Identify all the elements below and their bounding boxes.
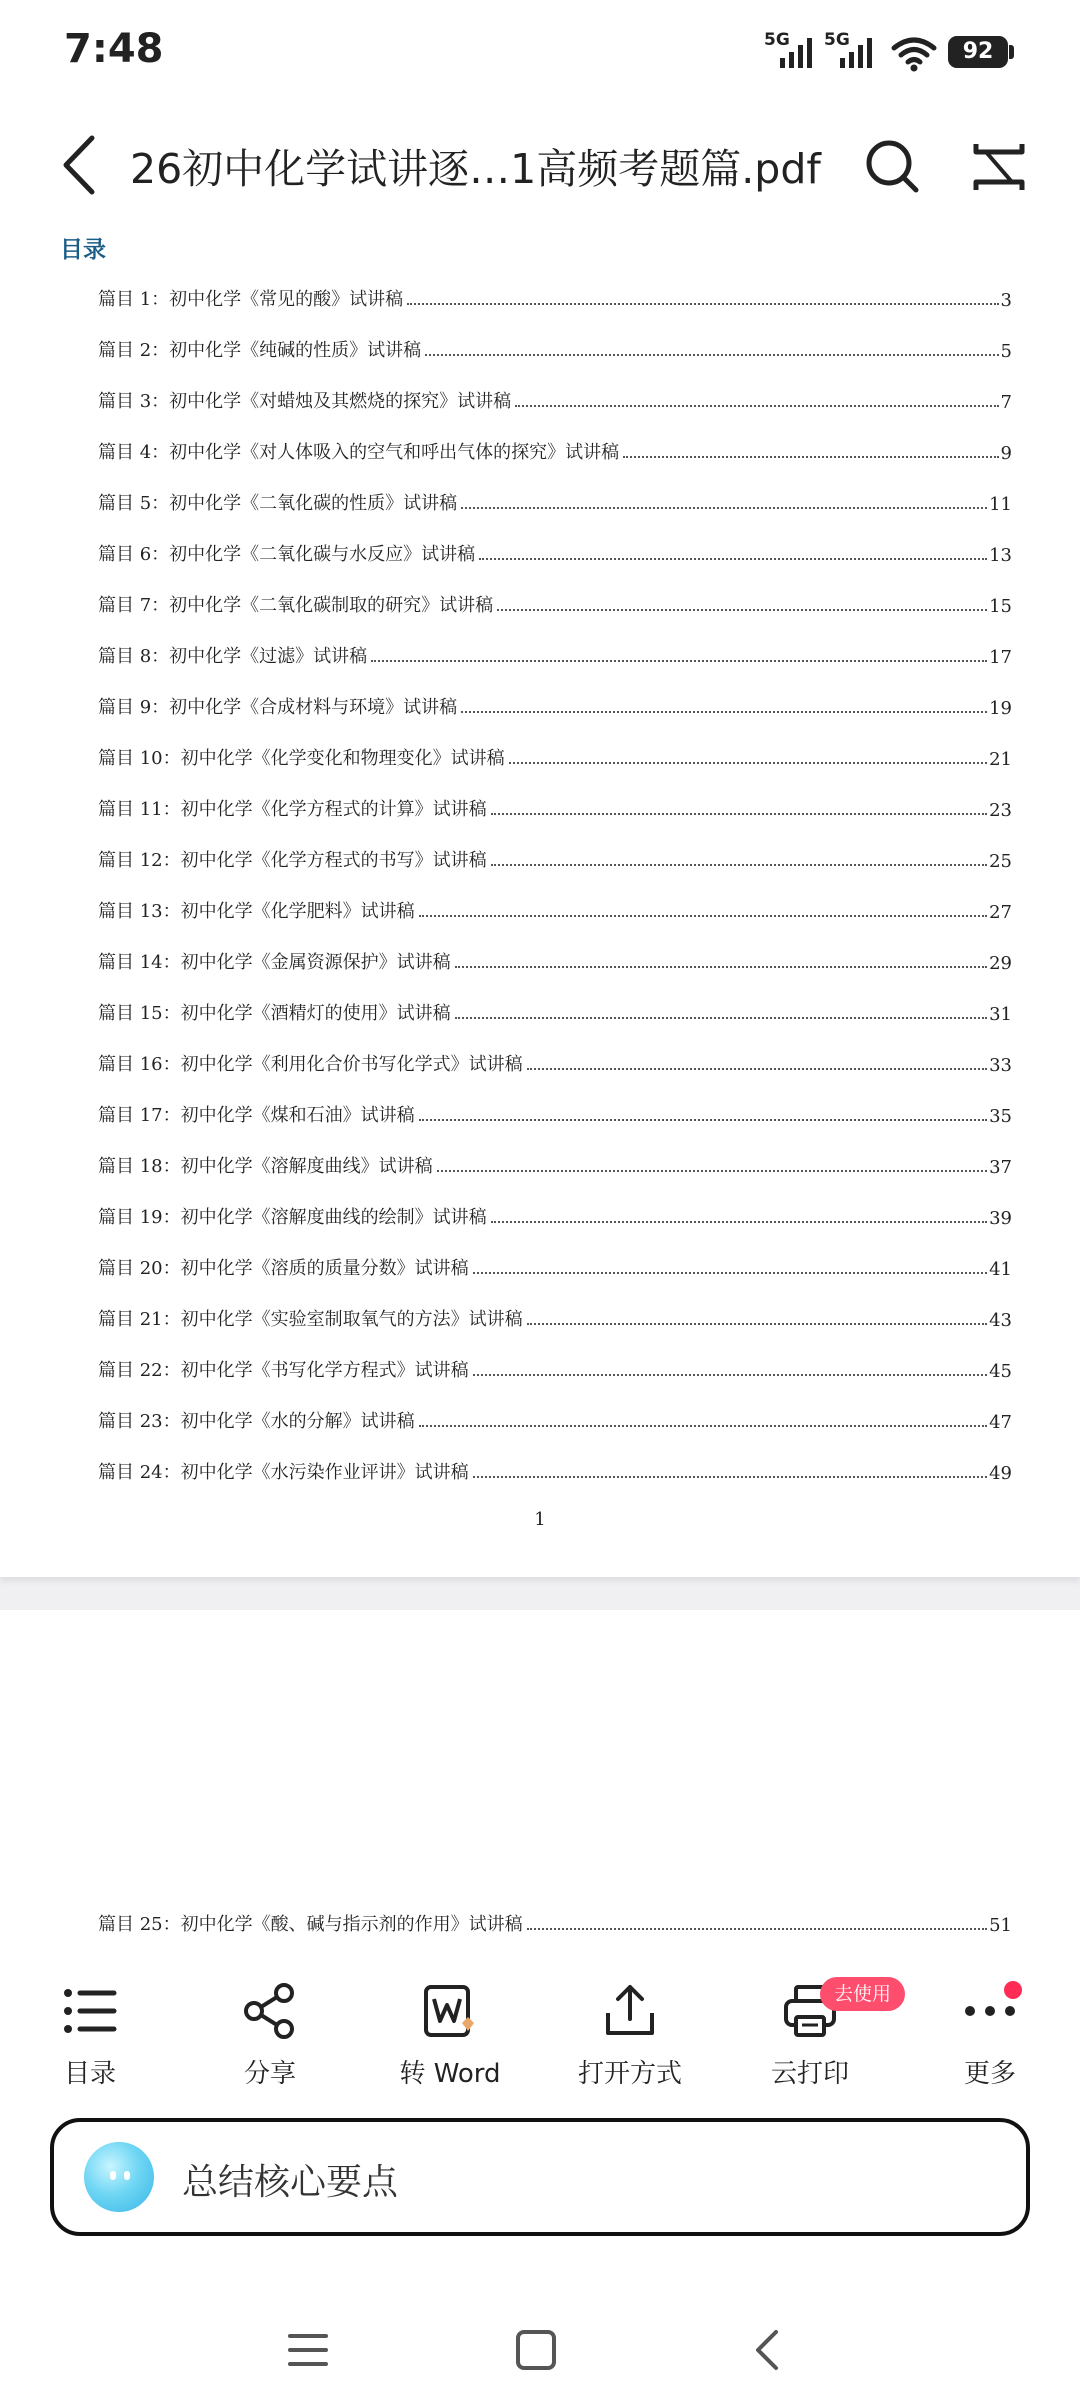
signal-icon (764, 30, 816, 70)
toc-leader-dots (509, 762, 987, 764)
toc-entry-page: 21 (989, 749, 1012, 770)
toc-leader-dots (419, 915, 987, 917)
toc-leader-dots (527, 1323, 987, 1325)
toc-leader-dots (407, 303, 998, 305)
toc-leader-dots (491, 1221, 987, 1223)
toc-entry-title: 篇目 18：初中化学《溶解度曲线》试讲稿 (98, 1156, 433, 1177)
toc-entry-title: 篇目 8：初中化学《过滤》试讲稿 (98, 646, 368, 667)
toc-entry-page: 19 (989, 698, 1012, 719)
cloud-print-label: 云打印 (770, 2059, 849, 2089)
toc-leader-dots (455, 1017, 987, 1019)
toc-leader-dots (473, 1476, 987, 1478)
toc-entry-page: 31 (989, 1004, 1012, 1025)
share-icon (240, 1981, 300, 2041)
toc-entry[interactable] (98, 1246, 1012, 1280)
toc-entry-page: 27 (989, 902, 1012, 923)
back-icon[interactable] (52, 130, 112, 200)
pdf-viewer[interactable] (0, 225, 1080, 1965)
menu-icon[interactable] (278, 2320, 338, 2380)
toc-entry[interactable] (98, 634, 1012, 668)
toc-entry-title: 篇目 4：初中化学《对人体吸入的空气和呼出气体的探究》试讲稿 (98, 442, 620, 463)
toc-entry-title: 篇目 7：初中化学《二氧化碳制取的研究》试讲稿 (98, 595, 494, 616)
signal-label: 5G (824, 30, 850, 50)
toc-entry[interactable] (98, 685, 1012, 719)
toc-leader-dots (497, 609, 987, 611)
print-promo-badge[interactable]: 去使用 (820, 1977, 905, 2011)
toc-leader-dots (473, 1374, 987, 1376)
toc-leader-dots (461, 507, 987, 509)
toc-label: 目录 (63, 2059, 116, 2089)
toc-entry-title: 篇目 2：初中化学《纯碱的性质》试讲稿 (98, 340, 422, 361)
battery-icon: 92 (948, 36, 1008, 68)
list-icon (60, 1981, 120, 2041)
toc-entry-title: 篇目 25：初中化学《酸、碱与指示剂的作用》试讲稿 (98, 1914, 523, 1935)
toc-entry-title: 篇目 13：初中化学《化学肥料》试讲稿 (98, 901, 415, 922)
pdf-page-1 (0, 225, 1080, 1577)
toc-entry-page: 33 (989, 1055, 1012, 1076)
open-with-label: 打开方式 (577, 2059, 682, 2089)
toc-entry-title: 篇目 21：初中化学《实验室制取氧气的方法》试讲稿 (98, 1309, 523, 1330)
convert-word-label: 转 Word (399, 2059, 501, 2089)
toc-entry-page: 9 (1000, 443, 1012, 464)
toc-heading: 目录 (60, 236, 106, 263)
toc-entry-page: 5 (1000, 341, 1012, 362)
toc-leader-dots (479, 558, 987, 560)
toc-entry-title: 篇目 22：初中化学《书写化学方程式》试讲稿 (98, 1360, 469, 1381)
toc-leader-dots (515, 405, 998, 407)
toc-entry-title: 篇目 16：初中化学《利用化合价书写化学式》试讲稿 (98, 1054, 523, 1075)
open-with-icon (600, 1981, 660, 2041)
notification-dot (1004, 1981, 1022, 1999)
toc-entry-page: 47 (989, 1412, 1012, 1433)
toc-entry[interactable] (98, 1953, 1012, 1965)
pdf-page-2 (0, 1610, 1080, 1965)
toc-leader-dots (527, 1928, 987, 1930)
battery-tip (1009, 45, 1014, 59)
toc-entry-title: 篇目 19：初中化学《溶解度曲线的绘制》试讲稿 (98, 1207, 487, 1228)
toc-entry-page: 51 (989, 1915, 1012, 1936)
toc-entry[interactable] (98, 1450, 1012, 1484)
word-convert-icon (420, 1981, 480, 2041)
toc-entry[interactable] (98, 1144, 1012, 1178)
toc-entry[interactable] (98, 991, 1012, 1025)
toc-entry[interactable] (98, 787, 1012, 821)
toc-entry[interactable] (98, 379, 1012, 413)
share-label: 分享 (243, 2059, 296, 2089)
toc-entry-title: 篇目 3：初中化学《对蜡烛及其燃烧的探究》试讲稿 (98, 391, 512, 412)
toc-entry[interactable] (98, 889, 1012, 923)
toc-leader-dots (473, 1272, 987, 1274)
ai-summary-text: 总结核心要点 (182, 2162, 399, 2203)
toc-leader-dots (527, 1068, 987, 1070)
toc-entry[interactable] (98, 481, 1012, 515)
toc-leader-dots (461, 711, 987, 713)
toc-entry-page: 25 (989, 851, 1012, 872)
toc-entry-page: 23 (989, 800, 1012, 821)
expand-icon[interactable] (972, 140, 1026, 194)
toc-entry[interactable] (98, 583, 1012, 617)
toc-entry-page: 17 (989, 647, 1012, 668)
open-with-button[interactable] (560, 1965, 700, 2105)
ai-assistant-icon (84, 2142, 154, 2212)
signal-label: 5G (764, 30, 790, 50)
document-title: 26初中化学试讲逐…1高频考题篇.pdf (130, 145, 821, 193)
toc-entry-page: 45 (989, 1361, 1012, 1382)
wifi-icon (890, 36, 938, 72)
bottom-toolbar (0, 1965, 1080, 2105)
toc-entry[interactable] (98, 430, 1012, 464)
toc-entry[interactable] (98, 1297, 1012, 1331)
back-icon[interactable] (738, 2320, 798, 2380)
toc-entry[interactable] (98, 328, 1012, 362)
toc-entry[interactable] (98, 1042, 1012, 1076)
toc-leader-dots (419, 1425, 987, 1427)
toc-leader-dots (491, 813, 987, 815)
toc-entry-title: 篇目 20：初中化学《溶质的质量分数》试讲稿 (98, 1258, 469, 1279)
more-button[interactable] (920, 1965, 1060, 2105)
toc-entry[interactable] (98, 277, 1012, 311)
toc-entry[interactable] (98, 838, 1012, 872)
toc-leader-dots (371, 660, 987, 662)
toc-button[interactable] (20, 1965, 160, 2105)
toc-entry-page: 37 (989, 1157, 1012, 1178)
toc-entry-page: 15 (989, 596, 1012, 617)
toc-entry[interactable] (98, 736, 1012, 770)
toc-entry-page: 7 (1000, 392, 1012, 413)
system-navbar (0, 2290, 1080, 2401)
toc-entry[interactable] (98, 1399, 1012, 1433)
toc-entry-title: 篇目 1：初中化学《常见的酸》试讲稿 (98, 289, 404, 310)
toc-entry-page: 41 (989, 1259, 1012, 1280)
more-label: 更多 (963, 2059, 1016, 2089)
toc-leader-dots (491, 864, 987, 866)
toc-entry-title: 篇目 14：初中化学《金属资源保护》试讲稿 (98, 952, 451, 973)
toc-entry-title: 篇目 24：初中化学《水污染作业评讲》试讲稿 (98, 1462, 469, 1483)
share-button[interactable] (200, 1965, 340, 2105)
toc-leader-dots (419, 1119, 987, 1121)
convert-word-button[interactable] (380, 1965, 520, 2105)
ai-summary-box[interactable] (50, 2118, 1030, 2236)
toc-entry-page: 43 (989, 1310, 1012, 1331)
status-time: 7:48 (64, 26, 164, 72)
toc-entry[interactable] (98, 1348, 1012, 1382)
toc-entry-title: 篇目 5：初中化学《二氧化碳的性质》试讲稿 (98, 493, 458, 514)
toc-entry-title: 篇目 10：初中化学《化学变化和物理变化》试讲稿 (98, 748, 505, 769)
toc-entry-title: 篇目 15：初中化学《酒精灯的使用》试讲稿 (98, 1003, 451, 1024)
toc-entry-page: 13 (989, 545, 1012, 566)
toc-entry-title: 篇目 17：初中化学《煤和石油》试讲稿 (98, 1105, 415, 1126)
toc-entry-title: 篇目 6：初中化学《二氧化碳与水反应》试讲稿 (98, 544, 476, 565)
toc-entry-page: 3 (1000, 290, 1012, 311)
page-number: 1 (534, 1509, 546, 1530)
search-icon[interactable] (862, 136, 922, 196)
toc-leader-dots (623, 456, 998, 458)
toc-entry-page: 29 (989, 953, 1012, 974)
toc-entry[interactable] (98, 1195, 1012, 1229)
toc-leader-dots (455, 966, 987, 968)
status-bar (0, 0, 1080, 100)
toc-entry-page: 49 (989, 1463, 1012, 1484)
document-header (0, 100, 1080, 225)
toc-entry-page: 11 (989, 494, 1012, 515)
toc-entry-title: 篇目 9：初中化学《合成材料与环境》试讲稿 (98, 697, 458, 718)
toc-leader-dots (437, 1170, 987, 1172)
toc-entry-title: 篇目 12：初中化学《化学方程式的书写》试讲稿 (98, 850, 487, 871)
toc-entry[interactable] (98, 1093, 1012, 1127)
toc-entry-page: 35 (989, 1106, 1012, 1127)
signal-icon (824, 30, 876, 70)
toc-entry-title: 篇目 11：初中化学《化学方程式的计算》试讲稿 (98, 799, 487, 820)
home-icon[interactable] (506, 2320, 566, 2380)
toc-entry[interactable] (98, 1902, 1012, 1936)
toc-entry[interactable] (98, 532, 1012, 566)
toc-entry[interactable] (98, 940, 1012, 974)
toc-entry-title: 篇目 23：初中化学《水的分解》试讲稿 (98, 1411, 415, 1432)
toc-leader-dots (425, 354, 998, 356)
toc-entry-page: 39 (989, 1208, 1012, 1229)
